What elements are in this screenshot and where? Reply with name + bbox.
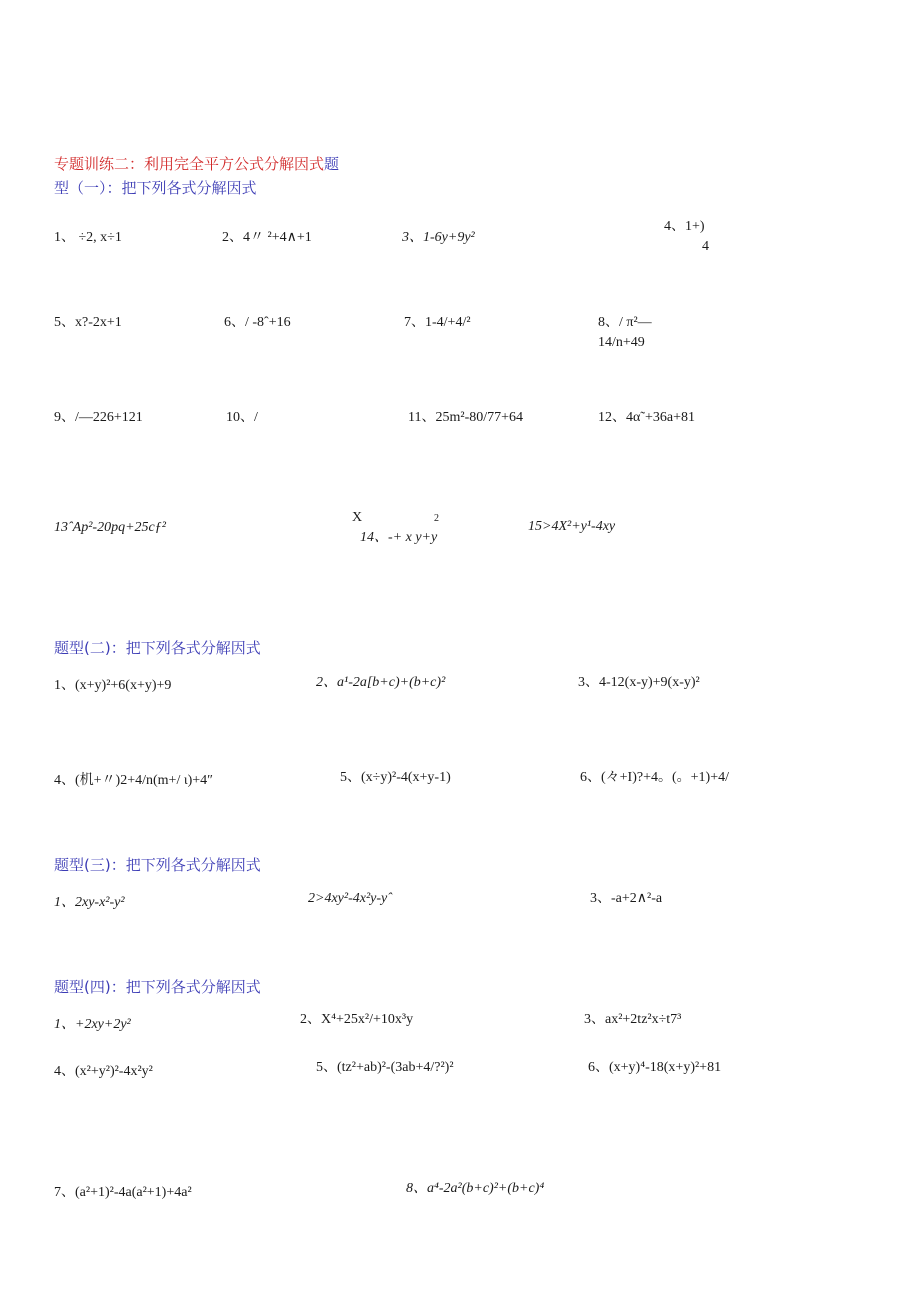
- s1-problem-12: 12、4α˜+36a+81: [598, 410, 696, 425]
- page-title-text: 专题训练二：利用完全平方公式分解因式: [54, 155, 325, 173]
- s1-problem-14-top: X: [352, 510, 363, 525]
- s1-problem-11: 11、25m²-80/77+64: [408, 410, 524, 425]
- s1-problem-1: 1、 ÷2, x÷1: [54, 230, 122, 245]
- s2-problem-5: 5、(x÷y)²-4(x+y-1): [340, 770, 451, 785]
- s1-problem-15: 15>4X²+y¹-4xy: [528, 519, 616, 534]
- s4-problem-4: 4、(x²+y²)²-4x²y²: [54, 1064, 153, 1079]
- s1-problem-2: 2、4〃 ²+4∧+1: [222, 230, 312, 245]
- s1-problem-8-line1: 8、/ π²—: [598, 315, 652, 330]
- s3-problem-1: 1、2xy-x²-y²: [54, 895, 125, 910]
- s2-problem-2: 2、a¹-2a[b+c)+(b+c)²: [316, 675, 446, 690]
- s4-problem-2: 2、X⁴+25x²/+10x³y: [300, 1012, 414, 1027]
- s4-problem-3: 3、ax²+2tz²x÷t7³: [584, 1012, 682, 1027]
- s2-problem-4: 4、(机+〃)2+4/n(m+/ ι)+4″: [54, 773, 213, 788]
- s4-problem-5: 5、(tz²+ab)²-(3ab+4/?²)²: [316, 1060, 454, 1075]
- s2-problem-3: 3、4-12(x-y)+9(x-y)²: [578, 675, 700, 690]
- section4-heading: 题型(四)：把下列各式分解因式: [54, 978, 261, 996]
- s1-problem-13: 13ˆAp²-20pq+25cƒ²: [54, 520, 166, 535]
- s1-problem-14-sup: 2: [434, 513, 439, 524]
- s4-problem-8: 8、a⁴-2a²(b+c)²+(b+c)⁴: [406, 1181, 545, 1196]
- s1-problem-8-line2: 14/n+49: [598, 335, 645, 350]
- section2-heading: 题型(二)：把下列各式分解因式: [54, 639, 261, 657]
- s4-problem-1: 1、+2xy+2y²: [54, 1017, 131, 1032]
- s4-problem-6: 6、(x+y)⁴-18(x+y)²+81: [588, 1060, 722, 1075]
- page-title-tail: 题: [324, 155, 340, 173]
- section1-heading: 型（一）：把下列各式分解因式: [54, 179, 257, 197]
- s1-problem-4-line1: 4、1+): [664, 219, 705, 234]
- s2-problem-1: 1、(x+y)²+6(x+y)+9: [54, 678, 172, 693]
- page-title: [54, 155, 339, 174]
- s1-problem-3: 3、1-6y+9y²: [402, 230, 475, 245]
- s1-problem-14: 14、-+ x y+y: [360, 530, 438, 545]
- s1-problem-4-line2: 4: [702, 239, 709, 254]
- s2-problem-6: 6、(々+I)?+4。(。+1)+4/: [580, 770, 729, 785]
- section3-heading: 题型(三)：把下列各式分解因式: [54, 856, 261, 874]
- s4-problem-7: 7、(a²+1)²-4a(a²+1)+4a²: [54, 1185, 192, 1200]
- s1-problem-6: 6、/ -8ˆ+16: [224, 315, 291, 330]
- s1-problem-9: 9、/—226+121: [54, 410, 143, 425]
- s3-problem-2: 2>4xy²-4x²y-yˆ: [308, 891, 392, 906]
- s1-problem-7: 7、1-4/+4/²: [404, 315, 471, 330]
- s1-problem-5: 5、x?-2x+1: [54, 315, 122, 330]
- s1-problem-10: 10、/: [226, 410, 258, 425]
- s3-problem-3: 3、-a+2∧²-a: [590, 891, 663, 906]
